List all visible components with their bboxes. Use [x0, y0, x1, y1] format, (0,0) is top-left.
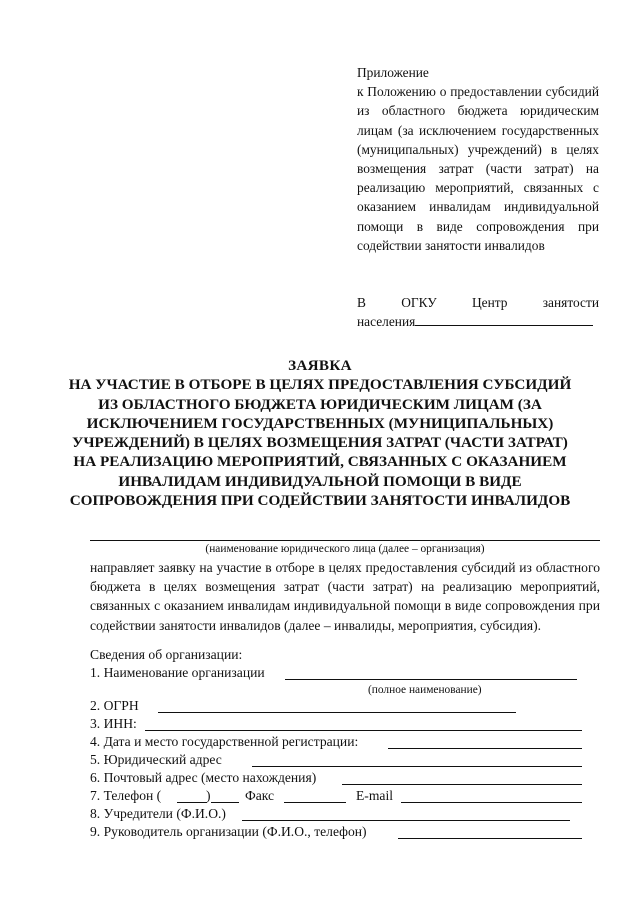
email-wrap: [356, 787, 393, 805]
title-main: ЗАЯВКА: [288, 357, 352, 374]
phone-number-input[interactable]: [211, 802, 239, 803]
ogrn-input[interactable]: [158, 712, 516, 713]
appendix-body: к Положению о предоставлении субсидий из областного бюджета юридическим лицам (за исключением государственных (муниципальных) учреждений) в целях возмещения затрат (части затрат) на реализацию мероприятий, связанных с оказанием инвалидам индивидуальной помощи в виде сопровождения при содействии занятости инвалидов: [357, 84, 599, 253]
row-legal-address: [90, 751, 222, 769]
ogrn-label: 2. ОГРН: [90, 698, 139, 713]
addressee-city-line: [357, 312, 599, 331]
row-registration: [90, 733, 358, 751]
registration-label: 4. Дата и место государственной регистрации:: [90, 734, 359, 749]
phone-code-input[interactable]: [177, 802, 207, 803]
phone-paren-wrap: [206, 787, 211, 805]
addressee-population-text: населения: [357, 314, 416, 330]
document-title: [60, 356, 580, 510]
title-body: НА УЧАСТИЕ В ОТБОРЕ В ЦЕЛЯХ ПРЕДОСТАВЛЕНИЯ СУБСИДИЙ ИЗ ОБЛАСТНОГО БЮДЖЕТА ЮРИДИЧЕСКИМ ЛИЦАМ (ЗА ИСКЛЮЧЕНИЕМ ГОСУДАРСТВЕННЫХ (МУНИЦИПАЛЬНЫХ) УЧРЕЖДЕНИЙ) В ЦЕЛЯХ ВОЗМЕЩЕНИЯ ЗАТРАТ (ЧАСТИ ЗАТРАТ) НА РЕАЛИЗАЦИЮ МЕРОПРИЯТИЙ, СВЯЗАННЫХ С ОКАЗАНИЕМ ИНВАЛИДАМ ИНДИВИДУАЛЬНОЙ ПОМОЩИ В ВИДЕ СОПРОВОЖДЕНИЯ ПРИ СОДЕЙСТВИИ ЗАНЯТОСТИ ИНВАЛИДОВ: [68, 376, 572, 510]
row-organization-name: [90, 664, 265, 682]
phone-label: 7. Телефон (: [90, 788, 162, 803]
info-heading: Сведения об организации:: [90, 647, 243, 662]
registration-input[interactable]: [388, 748, 582, 749]
appendix-block: [357, 63, 599, 255]
row-postal-address: [90, 769, 316, 787]
organization-name-input[interactable]: [285, 679, 577, 680]
director-label: 9. Руководитель организации (Ф.И.О., телефон): [90, 824, 367, 839]
organization-name-field[interactable]: [90, 540, 600, 541]
founders-input[interactable]: [242, 820, 570, 821]
organization-name-caption: (наименование юридического лица (далее – организация): [205, 543, 485, 555]
founders-label: 8. Учредители (Ф.И.О.): [90, 806, 226, 821]
postal-address-input[interactable]: [342, 784, 582, 785]
legal-address-input[interactable]: [252, 766, 582, 767]
fax-wrap: [245, 787, 274, 805]
row-inn: [90, 715, 137, 733]
organization-name-label: 1. Наименование организации: [90, 665, 265, 680]
addressee-fill-line[interactable]: [415, 313, 593, 326]
inn-input[interactable]: [145, 730, 582, 731]
addressee-line: В ОГКУ Центр занятости: [357, 295, 599, 310]
appendix-title: Приложение: [357, 65, 429, 80]
phone-paren: ): [206, 788, 211, 803]
addressee-block: [357, 293, 599, 331]
fax-input[interactable]: [284, 802, 346, 803]
director-input[interactable]: [398, 838, 582, 839]
inn-label: 3. ИНН:: [90, 716, 137, 731]
fax-label: Факс: [245, 788, 275, 803]
row-contacts: [90, 787, 161, 805]
email-input[interactable]: [401, 802, 582, 803]
application-paragraph: направляет заявку на участие в отборе в целях предоставления субсидий из областного бюджета в целях возмещения затрат (части затрат) на реализацию мероприятий, связанных с оказанием инвалидам индивидуальной помощи в виде сопровождения при содействии занятости инвалидов (далее – инвалиды, мероприятия, субсидия).: [90, 560, 600, 633]
legal-address-label: 5. Юридический адрес: [90, 752, 222, 767]
full-name-caption: (полное наименование): [368, 684, 482, 696]
email-label: E-mail: [356, 788, 393, 803]
row-founders: [90, 805, 226, 823]
row-director: [90, 823, 367, 841]
postal-address-label: 6. Почтовый адрес (место нахождения): [90, 770, 317, 785]
row-ogrn: [90, 697, 139, 715]
